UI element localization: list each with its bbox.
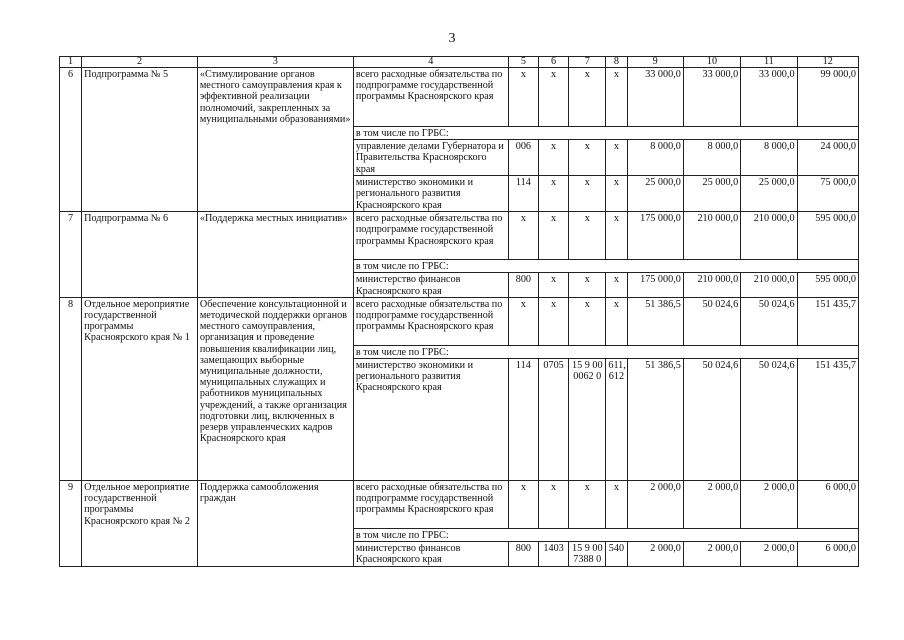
cell-value: x (569, 140, 606, 176)
cell-value: x (538, 68, 568, 127)
grbs-label: в том числе по ГРБС: (353, 127, 858, 140)
cell-value: 8 000,0 (683, 140, 740, 176)
cell-value: x (569, 273, 606, 297)
cell-value: 2 000,0 (741, 481, 797, 529)
cell-value: 2 000,0 (627, 481, 683, 529)
program-title: Подпрограмма № 6 (82, 212, 198, 298)
cell-value: x (606, 297, 627, 345)
cell-value: 175 000,0 (627, 273, 683, 297)
row-number: 8 (60, 297, 82, 480)
cell-value: x (569, 481, 606, 529)
column-header: 8 (606, 57, 627, 68)
cell-value: 210 000,0 (683, 212, 740, 260)
column-header: 3 (197, 57, 353, 68)
expenditure-table (59, 56, 859, 567)
cell-value: 6 000,0 (797, 542, 858, 566)
cell-value: 151 435,7 (797, 359, 858, 481)
column-number-row (60, 57, 859, 68)
column-header: 12 (797, 57, 858, 68)
column-header: 1 (60, 57, 82, 68)
cell-value: x (538, 273, 568, 297)
program-title: Отдельное мероприятие государственной программы Красноярского края № 2 (82, 481, 198, 567)
cell-value: 151 435,7 (797, 297, 858, 345)
cell-value: 210 000,0 (741, 273, 797, 297)
grbs-label: в том числе по ГРБС: (353, 260, 858, 273)
cell-value: 114 (508, 359, 538, 481)
cell-value: 51 386,5 (627, 297, 683, 345)
row-number: 7 (60, 212, 82, 298)
expense-label: министерство финансов Красноярского края (353, 273, 508, 297)
row-number: 9 (60, 481, 82, 567)
program-title: Подпрограмма № 5 (82, 68, 198, 212)
cell-value: x (606, 176, 627, 212)
cell-value: 50 024,6 (741, 297, 797, 345)
cell-value: 595 000,0 (797, 273, 858, 297)
cell-value: x (508, 212, 538, 260)
cell-value: 24 000,0 (797, 140, 858, 176)
expense-label: всего расходные обязательства по подпрограмме государственной программы Красноярского края (353, 212, 508, 260)
expense-label: министерство экономики и регионального развития Красноярского края (353, 359, 508, 481)
table-row (60, 212, 859, 260)
column-header: 5 (508, 57, 538, 68)
expense-label: всего расходные обязательства по подпрограмме государственной программы Красноярского края (353, 68, 508, 127)
cell-value: 800 (508, 542, 538, 566)
cell-value: x (606, 68, 627, 127)
column-header: 10 (683, 57, 740, 68)
expense-label: министерство финансов Красноярского края (353, 542, 508, 566)
cell-value: x (508, 68, 538, 127)
cell-value: 540 (606, 542, 627, 566)
cell-value: x (569, 297, 606, 345)
row-number: 6 (60, 68, 82, 212)
cell-value: 210 000,0 (683, 273, 740, 297)
cell-value: 50 024,6 (683, 359, 740, 481)
cell-value: 006 (508, 140, 538, 176)
cell-value: 0705 (538, 359, 568, 481)
cell-value: 2 000,0 (741, 542, 797, 566)
cell-value: x (538, 140, 568, 176)
cell-value: x (569, 212, 606, 260)
cell-value: 25 000,0 (683, 176, 740, 212)
cell-value: 15 9 00 0062 0 (569, 359, 606, 481)
program-title: Отдельное мероприятие государственной программы Красноярского края № 1 (82, 297, 198, 480)
cell-value: x (538, 176, 568, 212)
cell-value: 2 000,0 (627, 542, 683, 566)
cell-value: 1403 (538, 542, 568, 566)
table-row (60, 68, 859, 127)
cell-value: 99 000,0 (797, 68, 858, 127)
cell-value: 175 000,0 (627, 212, 683, 260)
cell-value: x (606, 212, 627, 260)
cell-value: x (606, 140, 627, 176)
cell-value: 595 000,0 (797, 212, 858, 260)
cell-value: 8 000,0 (627, 140, 683, 176)
column-header: 7 (569, 57, 606, 68)
program-name: Обеспечение консультационной и методической поддержки органов местного самоуправления, организация и проведение повышения квалификации лиц, замещающих выборные муниципальные должности, муниципальных служащих и работников муниципальных учреждений, а также организация подготовки лиц, включенных в резерв управленческих кадров Красноярского края (197, 297, 353, 480)
table-row (60, 481, 859, 529)
grbs-label: в том числе по ГРБС: (353, 345, 858, 358)
expense-label: всего расходные обязательства по подпрограмме государственной программы Красноярского края (353, 481, 508, 529)
cell-value: x (508, 481, 538, 529)
column-header: 4 (353, 57, 508, 68)
expense-label: всего расходные обязательства по подпрограмме государственной программы Красноярского края (353, 297, 508, 345)
cell-value: 6 000,0 (797, 481, 858, 529)
cell-value: x (606, 481, 627, 529)
cell-value: 33 000,0 (683, 68, 740, 127)
cell-value: x (606, 273, 627, 297)
column-header: 2 (82, 57, 198, 68)
cell-value: 50 024,6 (683, 297, 740, 345)
column-header: 11 (741, 57, 797, 68)
expense-label: управление делами Губернатора и Правительства Красноярского края (353, 140, 508, 176)
cell-value: 51 386,5 (627, 359, 683, 481)
cell-value: 33 000,0 (741, 68, 797, 127)
cell-value: 800 (508, 273, 538, 297)
cell-value: 8 000,0 (741, 140, 797, 176)
program-name: «Стимулирование органов местного самоуправления края к эффективной реализации полномочий, закрепленных за муниципальными образованиями» (197, 68, 353, 212)
cell-value: x (538, 297, 568, 345)
program-name: Поддержка самообложения граждан (197, 481, 353, 567)
cell-value: 25 000,0 (741, 176, 797, 212)
table-row (60, 297, 859, 345)
program-name: «Поддержка местных инициатив» (197, 212, 353, 298)
cell-value: 33 000,0 (627, 68, 683, 127)
cell-value: x (569, 68, 606, 127)
cell-value: 50 024,6 (741, 359, 797, 481)
cell-value: 114 (508, 176, 538, 212)
grbs-label: в том числе по ГРБС: (353, 529, 858, 542)
cell-value: x (508, 297, 538, 345)
cell-value: x (538, 212, 568, 260)
cell-value: 25 000,0 (627, 176, 683, 212)
cell-value: x (538, 481, 568, 529)
cell-value: 75 000,0 (797, 176, 858, 212)
cell-value: 210 000,0 (741, 212, 797, 260)
cell-value: 15 9 00 7388 0 (569, 542, 606, 566)
column-header: 6 (538, 57, 568, 68)
page-number: 3 (448, 31, 456, 46)
cell-value: 2 000,0 (683, 481, 740, 529)
cell-value: 2 000,0 (683, 542, 740, 566)
column-header: 9 (627, 57, 683, 68)
cell-value: x (569, 176, 606, 212)
cell-value: 611, 612 (606, 359, 627, 481)
expense-label: министерство экономики и регионального развития Красноярского края (353, 176, 508, 212)
